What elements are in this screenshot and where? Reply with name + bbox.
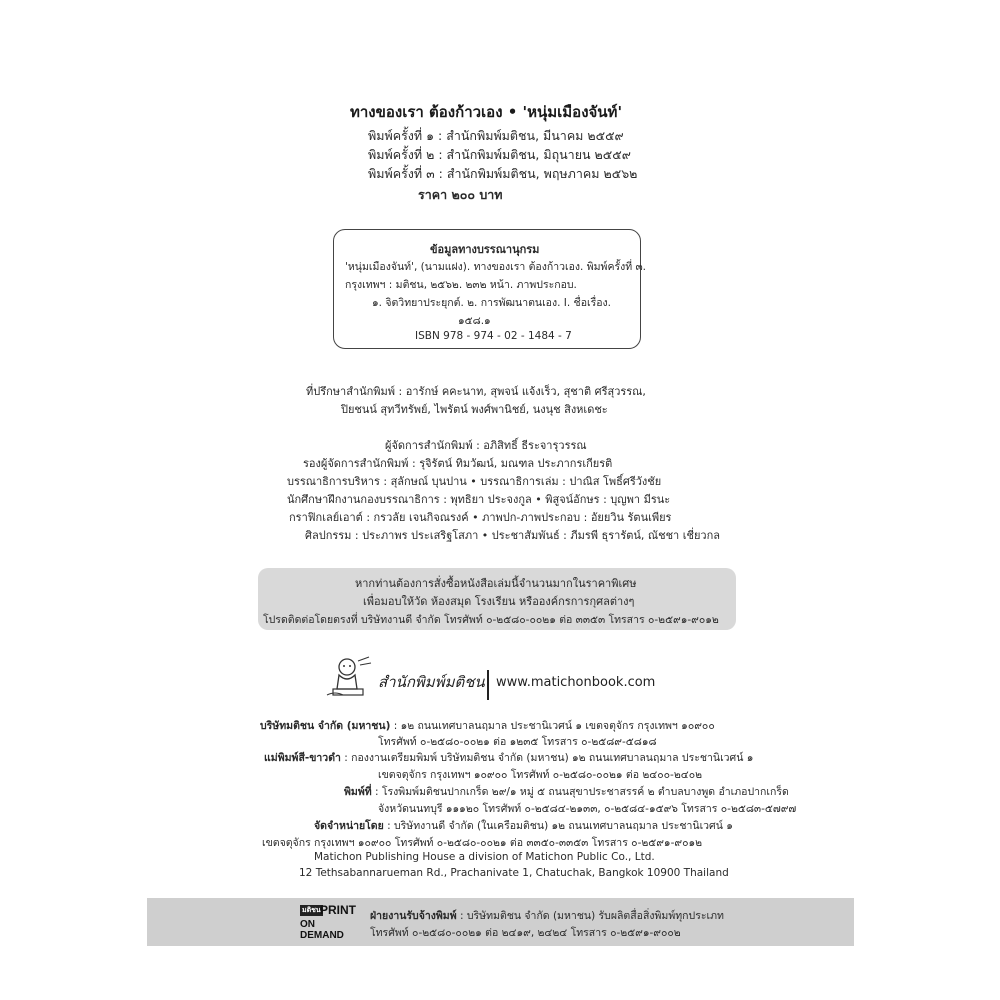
book-title: ทางของเรา ต้องก้าวเอง • 'หนุ่มเมืองจันท์' (350, 103, 623, 121)
price: ราคา ๒๐๐ บาท (418, 187, 503, 202)
catalog-line-1: 'หนุ่มเมืองจันท์', (นามแฝง). ทางของเรา ต้องก้าวเอง. พิมพ์ครั้งที่ ๓. (345, 261, 647, 273)
publisher-info-line-5 (344, 783, 789, 800)
publisher-info-line-4: เขตจตุจักร กรุงเทพฯ ๑๐๙๐๐ โทรศัพท์ ๐-๒๕๘๐-๐๐๒๑ ต่อ ๒๔๐๐-๒๔๐๒ (378, 769, 703, 781)
catalog-line-2: กรุงเทพฯ : มติชน, ๒๕๖๒. ๒๓๒ หน้า. ภาพประกอบ. (345, 279, 577, 291)
edition-line-1: พิมพ์ครั้งที่ ๑ : สำนักพิมพ์มติชน, มีนาคม ๒๕๕๙ (368, 128, 624, 143)
advisors-line-1: ที่ปรึกษาสำนักพิมพ์ : อารักษ์ คคะนาท, สุพจน์ แจ้งเร็ว, สุชาติ ศรีสุวรรณ, (306, 385, 646, 398)
print-on-demand-badge (300, 903, 356, 939)
publisher-info-line-1 (260, 717, 715, 734)
order-notice-line-2: เพื่อมอบให้วัด ห้องสมุด โรงเรียน หรือองค์กรการกุศลต่างๆ (363, 595, 635, 608)
publisher-info-text-5: : โรงพิมพ์มติชนปากเกร็ด ๒๙/๑ หมู่ ๕ ถนนสุขาประชาสรรค์ ๒ ตำบลบางพูด อำเภอปากเกร็ด (371, 786, 789, 798)
publisher-info-line-3 (264, 749, 753, 766)
publisher-info-label-5: พิมพ์ที่ (344, 786, 372, 798)
publisher-info-line-7 (314, 817, 733, 834)
publisher-info-label-1: บริษัทมติชน จำกัด (มหาชน) (260, 720, 391, 732)
print-on-demand-text-1: : บริษัทมติชน จำกัด (มหาชน) รับผลิตสื่อสิ่งพิมพ์ทุกประเภท (456, 910, 724, 922)
badge-print: PRINT (320, 903, 356, 917)
catalog-isbn: ISBN 978 - 974 - 02 - 1484 - 7 (415, 330, 572, 342)
staff-deputy-manager: รองผู้จัดการสำนักพิมพ์ : รุจิรัตน์ ทิมวัฒน์, มณฑล ประภากรเกียรติ (303, 457, 613, 470)
catalog-classification: ๑๕๘.๑ (458, 315, 491, 327)
catalog-heading: ข้อมูลทางบรรณานุกรม (430, 243, 540, 256)
badge-on-demand: ON DEMAND (300, 919, 344, 941)
badge-brand: มติชน (302, 906, 321, 914)
staff-art-pr: ศิลปกรรม : ประภาพร ประเสริฐโสภา • ประชาสัมพันธ์ : ภีมรพี ธุรารัตน์, ณัชชา เชี่ยวกล (305, 529, 720, 542)
publisher-info-line-2: โทรศัพท์ ๐-๒๕๘๐-๐๐๒๑ ต่อ ๑๒๓๕ โทรสาร ๐-๒๕๘๙-๕๘๑๘ (378, 736, 657, 748)
publisher-info-label-3: แม่พิมพ์สี-ขาวดำ (264, 752, 341, 764)
publisher-info-text-7: : บริษัทงานดี จำกัด (ในเครือมติชน) ๑๒ ถนนเทศบาลนฤมาล ประชานิเวศน์ ๑ (383, 820, 733, 832)
staff-graphic-illustration: กราฟิกเลย์เอาต์ : กรวลัย เจนกิจณรงค์ • ภาพปก-ภาพประกอบ : อัยยวิน รัตนเพียร (289, 511, 672, 524)
staff-editors: บรรณาธิการบริหาร : สุลักษณ์ บุนปาน • บรรณาธิการเล่ม : ปาณิส โพธิ์ศรีวังชัย (287, 475, 662, 488)
staff-intern-proofreader: นักศึกษาฝึกงานกองบรรณาธิการ : พุทธิยา ประจงกูล • พิสูจน์อักษร : บุญพา มีรนะ (287, 493, 671, 506)
order-notice-line-3: โปรดติดต่อโดยตรงที่ บริษัทงานดี จำกัด โทรศัพท์ ๐-๒๕๘๐-๐๐๒๑ ต่อ ๓๓๕๓ โทรสาร ๐-๒๕๙๑-๙๐๑๒ (263, 614, 719, 626)
edition-line-2: พิมพ์ครั้งที่ ๒ : สำนักพิมพ์มติชน, มิถุนายน ๒๕๕๙ (368, 147, 631, 162)
logo-divider (487, 670, 489, 700)
publisher-logo-text: สำนักพิมพ์มติชน (378, 673, 485, 691)
print-on-demand-label: ฝ่ายงานรับจ้างพิมพ์ (370, 910, 457, 922)
publisher-website-link[interactable]: www.matichonbook.com (496, 675, 656, 690)
catalog-line-3: ๑. จิตวิทยาประยุกต์. ๒. การพัฒนาตนเอง. I. ชื่อเรื่อง. (372, 297, 611, 309)
advisors-line-2: ปิยชนน์ สุทวีทรัพย์, ไพรัตน์ พงศ์พานิชย์, นงนุช สิงหเดชะ (341, 403, 608, 416)
edition-line-3: พิมพ์ครั้งที่ ๓ : สำนักพิมพ์มติชน, พฤษภาคม ๒๕๖๒ (368, 166, 638, 181)
publisher-info-line-8: เขตจตุจักร กรุงเทพฯ ๑๐๙๐๐ โทรศัพท์ ๐-๒๕๘๐-๐๐๒๑ ต่อ ๓๓๕๐-๓๓๕๓ โทรสาร ๐-๒๕๙๑-๙๐๑๒ (262, 837, 703, 849)
order-notice-line-1: หากท่านต้องการสั่งซื้อหนังสือเล่มนี้จำนวนมากในราคาพิเศษ (355, 577, 637, 590)
staff-manager: ผู้จัดการสำนักพิมพ์ : อภิสิทธิ์ ธีระจารุวรรณ (385, 439, 587, 452)
matichon-mascot-icon (325, 655, 375, 700)
print-on-demand-line-2: โทรศัพท์ ๐-๒๕๘๐-๐๐๒๑ ต่อ ๒๔๑๙, ๒๔๒๔ โทรสาร ๐-๒๕๙๑-๙๐๐๒ (370, 927, 681, 939)
english-info-line-1: Matichon Publishing House a division of Matichon Public Co., Ltd. (314, 851, 655, 863)
english-info-line-2: 12 Tethsabannarueman Rd., Prachanivate 1, Chatuchak, Bangkok 10900 Thailand (299, 867, 729, 879)
publisher-info-line-6: จังหวัดนนทบุรี ๑๑๑๒๐ โทรศัพท์ ๐-๒๕๘๔-๒๑๓๓, ๐-๒๕๘๔-๑๕๙๖ โทรสาร ๐-๒๕๘๓-๕๗๙๗ (378, 803, 797, 815)
publisher-info-text-3: : กองงานเตรียมพิมพ์ บริษัทมติชน จำกัด (มหาชน) ๑๒ ถนนเทศบาลนฤมาล ประชานิเวศน์ ๑ (340, 752, 754, 764)
publisher-info-label-7: จัดจำหน่ายโดย (314, 820, 384, 832)
publisher-info-text-1: : ๑๒ ถนนเทศบาลนฤมาล ประชานิเวศน์ ๑ เขตจตุจักร กรุงเทพฯ ๑๐๙๐๐ (390, 720, 715, 732)
print-on-demand-line-1 (370, 907, 724, 924)
